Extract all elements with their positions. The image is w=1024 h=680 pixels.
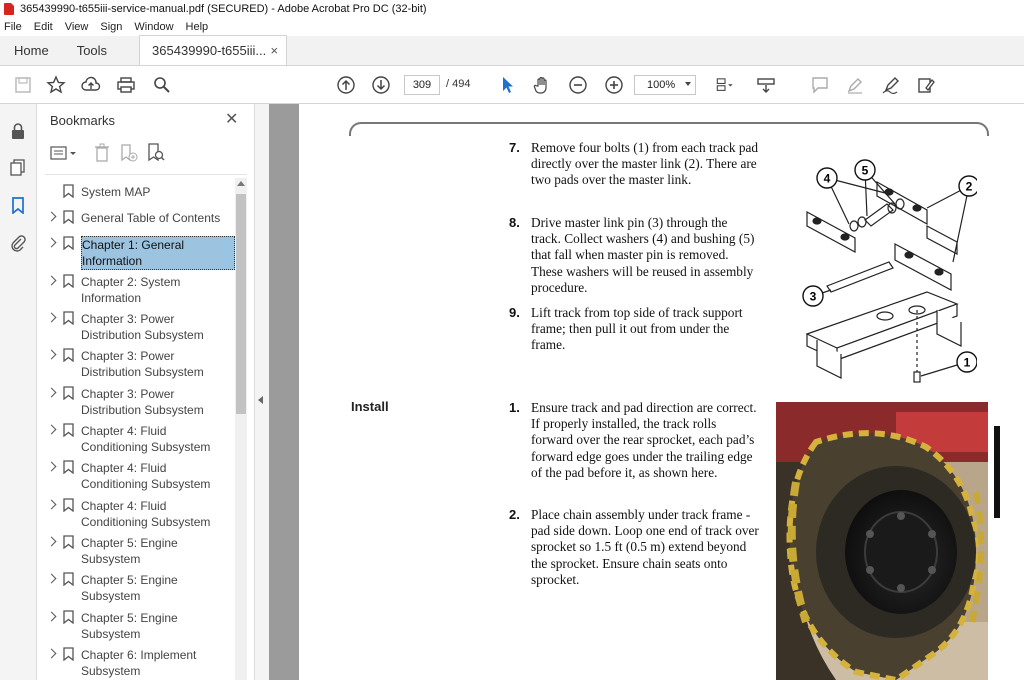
install-heading: Install <box>351 399 389 414</box>
install-step-1 <box>509 400 769 498</box>
bookmark-label: Chapter 3: Power Distribution Subsystem <box>81 387 204 417</box>
delete-bookmark-icon[interactable] <box>91 142 113 164</box>
bookmarks-list <box>45 178 235 680</box>
tab-document[interactable] <box>139 35 287 65</box>
zoom-in-icon[interactable] <box>603 74 625 96</box>
track-exploded-diagram <box>777 134 977 384</box>
chevron-right-icon[interactable] <box>47 649 57 659</box>
bookmark-label: Chapter 5: Engine Subsystem <box>81 611 178 641</box>
panel-splitter[interactable] <box>255 104 269 680</box>
bookmarks-scrollbar[interactable] <box>235 178 247 680</box>
bookmarks-panel-title: Bookmarks <box>50 113 116 128</box>
bookmark-label: Chapter 4: Fluid Conditioning Subsystem <box>81 499 211 529</box>
install-step-2 <box>509 507 769 589</box>
close-panel-icon[interactable]: ✕ <box>225 111 239 128</box>
bookmark-icon <box>63 423 74 437</box>
chevron-right-icon[interactable] <box>47 500 57 510</box>
tab-bar <box>0 36 1024 66</box>
bookmark-icon <box>63 498 74 512</box>
bookmark-label: Chapter 2: System Information <box>81 275 181 305</box>
hand-tool-icon[interactable] <box>531 74 553 96</box>
tab-document-label: 365439990-t655iii... <box>152 43 267 58</box>
step-number: 8. <box>509 215 520 230</box>
chevron-right-icon[interactable] <box>47 537 57 547</box>
remove-step-7 <box>509 140 769 200</box>
previous-page-icon[interactable] <box>335 74 357 96</box>
zoom-level-select[interactable] <box>634 75 696 95</box>
highlight-pen-icon[interactable] <box>844 74 866 96</box>
chevron-right-icon[interactable] <box>47 313 57 323</box>
close-tab-icon[interactable]: × <box>270 43 279 58</box>
step-number: 7. <box>509 140 520 155</box>
bookmark-icon <box>63 210 74 224</box>
search-icon[interactable] <box>151 74 173 96</box>
bookmark-icon <box>63 572 74 586</box>
page-total-label: / 494 <box>446 78 471 90</box>
bookmark-label: Chapter 4: Fluid Conditioning Subsystem <box>81 424 211 454</box>
step-text: Ensure track and pad direction are correct. If properly installed, the track rolls forward over the rear sprocket, each pad’s forward edge goes under the trailing edge of the pad before it, as shown here. <box>531 400 757 480</box>
remove-step-8 <box>509 215 769 297</box>
title-bar <box>0 0 1024 18</box>
menu-sign[interactable]: Sign <box>100 21 123 33</box>
bookmark-icon <box>63 647 74 661</box>
cloud-upload-icon[interactable] <box>80 74 102 96</box>
attachment-icon[interactable] <box>9 234 27 252</box>
fill-sign-icon[interactable] <box>915 74 937 96</box>
zoom-out-icon[interactable] <box>567 74 589 96</box>
scrollbar-thumb[interactable] <box>236 194 246 414</box>
callout-label: 5 <box>861 163 869 178</box>
print-icon[interactable] <box>115 74 137 96</box>
next-page-icon[interactable] <box>370 74 392 96</box>
menu-edit[interactable]: Edit <box>33 21 53 33</box>
scroll-mode-icon[interactable] <box>755 74 777 96</box>
bookmark-icon <box>63 311 74 325</box>
page-thumbnails-icon[interactable] <box>9 158 27 176</box>
select-cursor-icon[interactable] <box>496 74 518 96</box>
main-toolbar <box>0 66 1024 104</box>
collapse-panel-icon[interactable] <box>258 396 263 404</box>
chevron-right-icon[interactable] <box>47 462 57 472</box>
find-bookmark-icon[interactable] <box>145 142 167 164</box>
bookmark-options-icon[interactable] <box>49 142 79 164</box>
callout-label: 3 <box>809 289 817 304</box>
chevron-right-icon[interactable] <box>47 612 57 622</box>
chevron-down-icon <box>685 82 691 86</box>
menu-help[interactable]: Help <box>185 21 209 33</box>
callout-label: 1 <box>963 355 971 370</box>
window-title: 365439990-t655iii-service-manual.pdf (SECURED) - Adobe Acrobat Pro DC (32-bit) <box>20 3 427 15</box>
menu-window[interactable]: Window <box>134 21 174 33</box>
bookmark-label: Chapter 1: General Information <box>81 236 235 270</box>
acrobat-pdf-icon <box>4 3 14 15</box>
bookmark-label: Chapter 5: Engine Subsystem <box>81 536 178 566</box>
comment-icon[interactable] <box>809 74 831 96</box>
menu-file[interactable]: File <box>4 21 22 33</box>
bookmark-label: General Table of Contents <box>81 211 221 225</box>
bookmark-label: Chapter 6: Implement Subsystem <box>81 648 197 678</box>
step-number: 9. <box>509 305 520 320</box>
page-number-input[interactable]: 309 <box>404 75 440 95</box>
bookmark-label: Chapter 5: Engine Subsystem <box>81 573 178 603</box>
bookmarks-panel <box>37 104 255 680</box>
track-sprocket-photo <box>776 402 988 680</box>
star-icon[interactable] <box>45 74 67 96</box>
step-text: Remove four bolts (1) from each track pad directly over the master link (2). There are two pads over the master link. <box>531 140 759 188</box>
page-view-icon[interactable] <box>710 74 740 96</box>
bookmarks-divider <box>45 174 247 175</box>
chevron-right-icon[interactable] <box>47 238 57 248</box>
navigation-rail <box>0 104 37 680</box>
step-number: 2. <box>509 507 520 522</box>
bookmark-icon <box>63 274 74 288</box>
chevron-right-icon[interactable] <box>47 350 57 360</box>
step-text: Lift track from top side of track support frame; then pull it out from under the frame. <box>531 305 743 353</box>
menu-bar <box>0 18 1024 36</box>
remove-step-9 <box>509 305 769 355</box>
tab-tools[interactable]: Tools <box>76 42 108 58</box>
bookmark-label: Chapter 3: Power Distribution Subsystem <box>81 349 204 379</box>
tab-home[interactable]: Home <box>14 42 49 58</box>
step-text: Drive master link pin (3) through the track. Collect washers (4) and bushing (5) that fall when master pin is removed. These washers will be reused in assembly procedure. <box>531 215 755 295</box>
bookmark-panel-icon[interactable] <box>9 196 27 214</box>
callout-label: 2 <box>965 179 973 194</box>
bookmark-icon <box>63 184 74 198</box>
chevron-right-icon[interactable] <box>47 388 57 398</box>
bookmark-icon <box>63 236 74 250</box>
bookmark-icon <box>63 460 74 474</box>
adjacent-page-edge <box>994 426 1000 518</box>
callout-label: 4 <box>823 171 831 186</box>
zoom-level-value: 100% <box>647 79 676 91</box>
chevron-right-icon[interactable] <box>47 425 57 435</box>
bookmark-label: Chapter 3: Power Distribution Subsystem <box>81 312 204 342</box>
bookmark-icon <box>63 386 74 400</box>
scroll-up-icon[interactable] <box>237 181 245 186</box>
chevron-right-icon[interactable] <box>47 212 57 222</box>
bookmark-label: System MAP <box>81 185 151 199</box>
new-bookmark-icon[interactable] <box>117 142 139 164</box>
step-text: Place chain assembly under track frame - pad side down. Loop one end of track over sprocket so 1.5 ft (0.5 m) extend beyond the sprocket. Ensure chain seats onto sprocket. <box>531 507 759 587</box>
chevron-right-icon[interactable] <box>47 574 57 584</box>
bookmark-icon <box>63 348 74 362</box>
chevron-right-icon[interactable] <box>47 276 57 286</box>
pdf-page <box>299 104 1024 680</box>
bookmark-label: Chapter 4: Fluid Conditioning Subsystem <box>81 461 211 491</box>
bookmark-icon <box>63 610 74 624</box>
menu-view[interactable]: View <box>64 21 89 33</box>
document-view[interactable] <box>269 104 1024 680</box>
draw-sign-icon[interactable] <box>880 74 902 96</box>
lock-icon[interactable] <box>9 122 27 140</box>
save-icon[interactable] <box>12 74 34 96</box>
step-number: 1. <box>509 400 520 415</box>
bookmarks-toolbar <box>47 142 247 166</box>
bookmark-icon <box>63 535 74 549</box>
